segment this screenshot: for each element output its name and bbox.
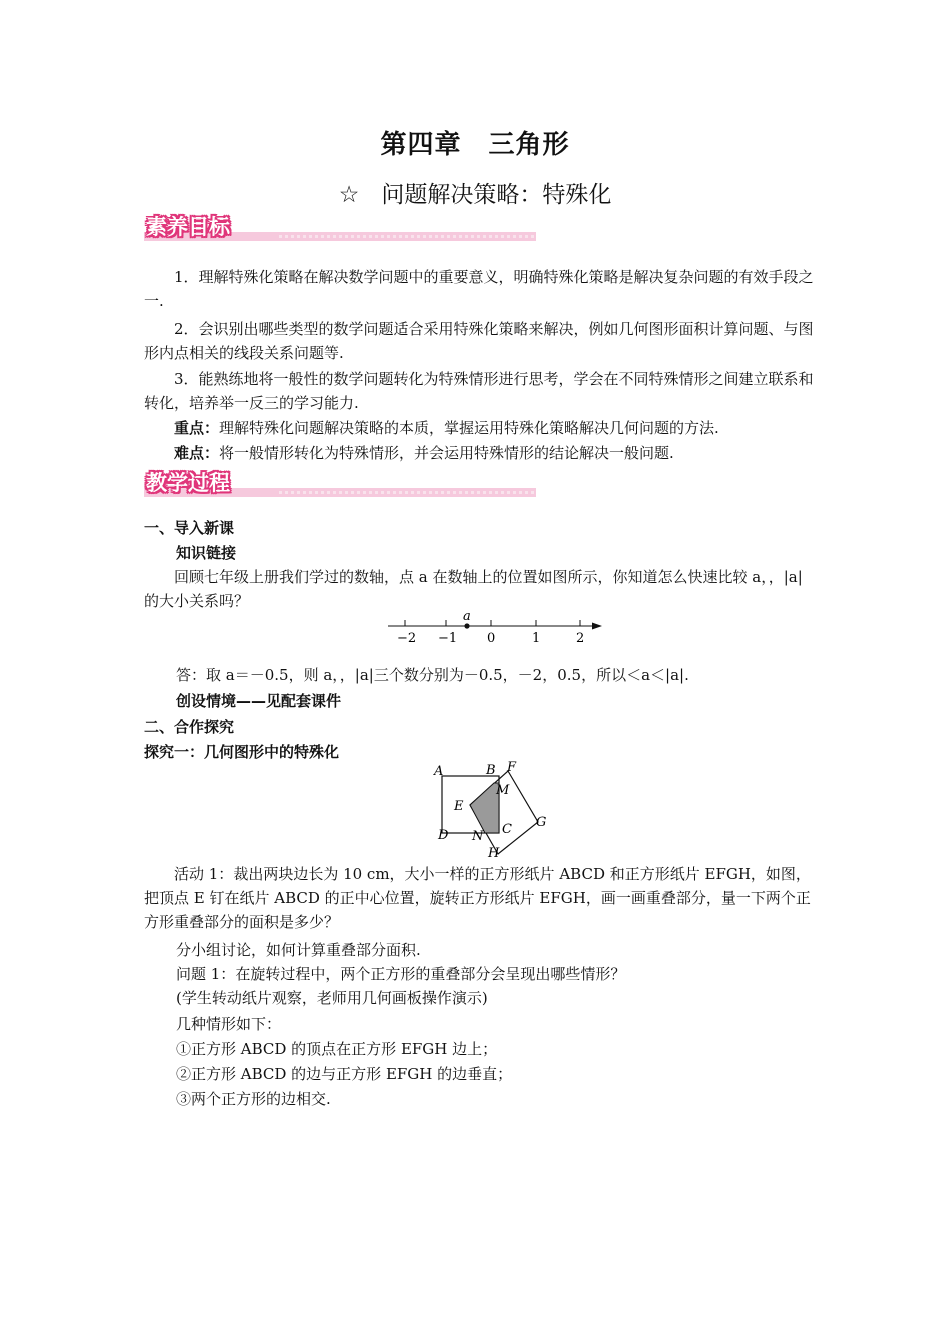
number-line-arrow bbox=[592, 623, 602, 630]
banner-dots bbox=[279, 235, 534, 241]
case-item: ③两个正方形的边相交. bbox=[176, 1090, 331, 1108]
label-E: E bbox=[454, 799, 464, 814]
label-D: D bbox=[438, 828, 449, 843]
goal-item-1: 1．理解特殊化策略在解决数学问题中的重要意义，明确特殊化策略是解决复杂问题的有效手段之一. bbox=[144, 268, 814, 310]
answer-text: 答：取 a＝－0.5，则 a，，|a|三个数分别为－0.5，－2，0.5，所以＜a＜|a|. bbox=[176, 666, 689, 684]
label-G: G bbox=[536, 815, 547, 830]
goal-item-3: 3．能熟练地将一般性的数学问题转化为特殊情形进行思考，学会在不同特殊情形之间建立联系和转化，培养举一反三的学习能力. bbox=[144, 370, 814, 412]
process-banner-label: 教学过程 bbox=[146, 471, 230, 495]
question-label: 问题 1： bbox=[176, 965, 236, 983]
question-text: 在旋转过程中，两个正方形的重叠部分会呈现出哪些情形？ bbox=[235, 965, 626, 983]
case-item: ①正方形 ABCD 的顶点在正方形 EFGH 边上； bbox=[176, 1040, 498, 1058]
explore1-heading: 探究一：几何图形中的特殊化 bbox=[144, 743, 340, 761]
key-point bbox=[144, 416, 844, 440]
tick-label: −2 bbox=[397, 631, 417, 646]
number-line-figure bbox=[380, 608, 610, 650]
label-M: M bbox=[496, 783, 510, 798]
banner-dots bbox=[279, 491, 534, 497]
intro-paragraph: 回顾七年级上册我们学过的数轴，点 a 在数轴上的位置如图所示，你知道怎么快速比较 a，，|a|的大小关系吗？ bbox=[144, 568, 803, 610]
difficulty-label: 难点： bbox=[174, 444, 220, 462]
activity-label: 活动 1： bbox=[174, 865, 234, 883]
overlap-region bbox=[470, 783, 499, 833]
label-F: F bbox=[507, 760, 517, 775]
section-title bbox=[0, 176, 950, 209]
goals-banner bbox=[144, 214, 536, 240]
activity-text: 裁出两块边长为 10 cm，大小一样的正方形纸片 ABCD 和正方形纸片 EFGH，如图，把顶点 E 钉在纸片 ABCD 的正中心位置，旋转正方形纸片 EFGH，画一画重叠部分，量一下两个正方形重叠部分的面积是多少？ bbox=[144, 865, 811, 931]
scenario-text: 创设情境——见配套课件 bbox=[176, 692, 342, 710]
tick-label: −1 bbox=[438, 631, 458, 646]
knowledge-link-heading: 知识链接 bbox=[176, 544, 237, 562]
case-item: ②正方形 ABCD 的边与正方形 EFGH 的边垂直； bbox=[176, 1065, 513, 1083]
difficulty-text: 将一般情形转化为特殊情形，并会运用特殊情形的结论解决一般问题. bbox=[219, 444, 674, 462]
chapter-title: 第四章 三角形 bbox=[380, 130, 570, 160]
point-a-dot bbox=[464, 623, 469, 628]
process-banner bbox=[144, 470, 536, 496]
tick-label: 1 bbox=[532, 631, 541, 646]
activity-paragraph bbox=[144, 862, 814, 934]
group-discussion-text: 分小组讨论，如何计算重叠部分面积. bbox=[176, 941, 421, 959]
part1-heading: 一、导入新课 bbox=[144, 519, 235, 537]
difficulty-point bbox=[144, 441, 844, 465]
point-a-label: a bbox=[463, 609, 471, 624]
goals-banner-label: 素养目标 bbox=[146, 215, 230, 239]
label-N: N bbox=[472, 829, 484, 844]
goal-item-2: 2．会识别出哪些类型的数学问题适合采用特殊化策略来解决，例如几何图形面积计算问题、与图形内点相关的线段关系问题等. bbox=[144, 320, 814, 362]
question-1 bbox=[176, 963, 625, 985]
key-point-label: 重点： bbox=[174, 419, 220, 437]
label-A: A bbox=[434, 764, 444, 779]
star-icon: ☆ bbox=[338, 182, 360, 208]
label-C: C bbox=[502, 822, 512, 837]
cases-intro: 几种情形如下： bbox=[176, 1015, 282, 1033]
section-title-text: 问题解决策略：特殊化 bbox=[381, 182, 612, 208]
label-B: B bbox=[486, 763, 496, 778]
demo-text: (学生转动纸片观察，老师用几何画板操作演示) bbox=[176, 989, 488, 1007]
label-H: H bbox=[488, 846, 500, 861]
tick-label: 0 bbox=[487, 631, 496, 646]
tick-label: 2 bbox=[576, 631, 585, 646]
squares-figure bbox=[428, 758, 558, 862]
part2-heading: 二、合作探究 bbox=[144, 718, 235, 736]
key-point-text: 理解特殊化问题解决策略的本质，掌握运用特殊化策略解决几何问题的方法. bbox=[219, 419, 719, 437]
